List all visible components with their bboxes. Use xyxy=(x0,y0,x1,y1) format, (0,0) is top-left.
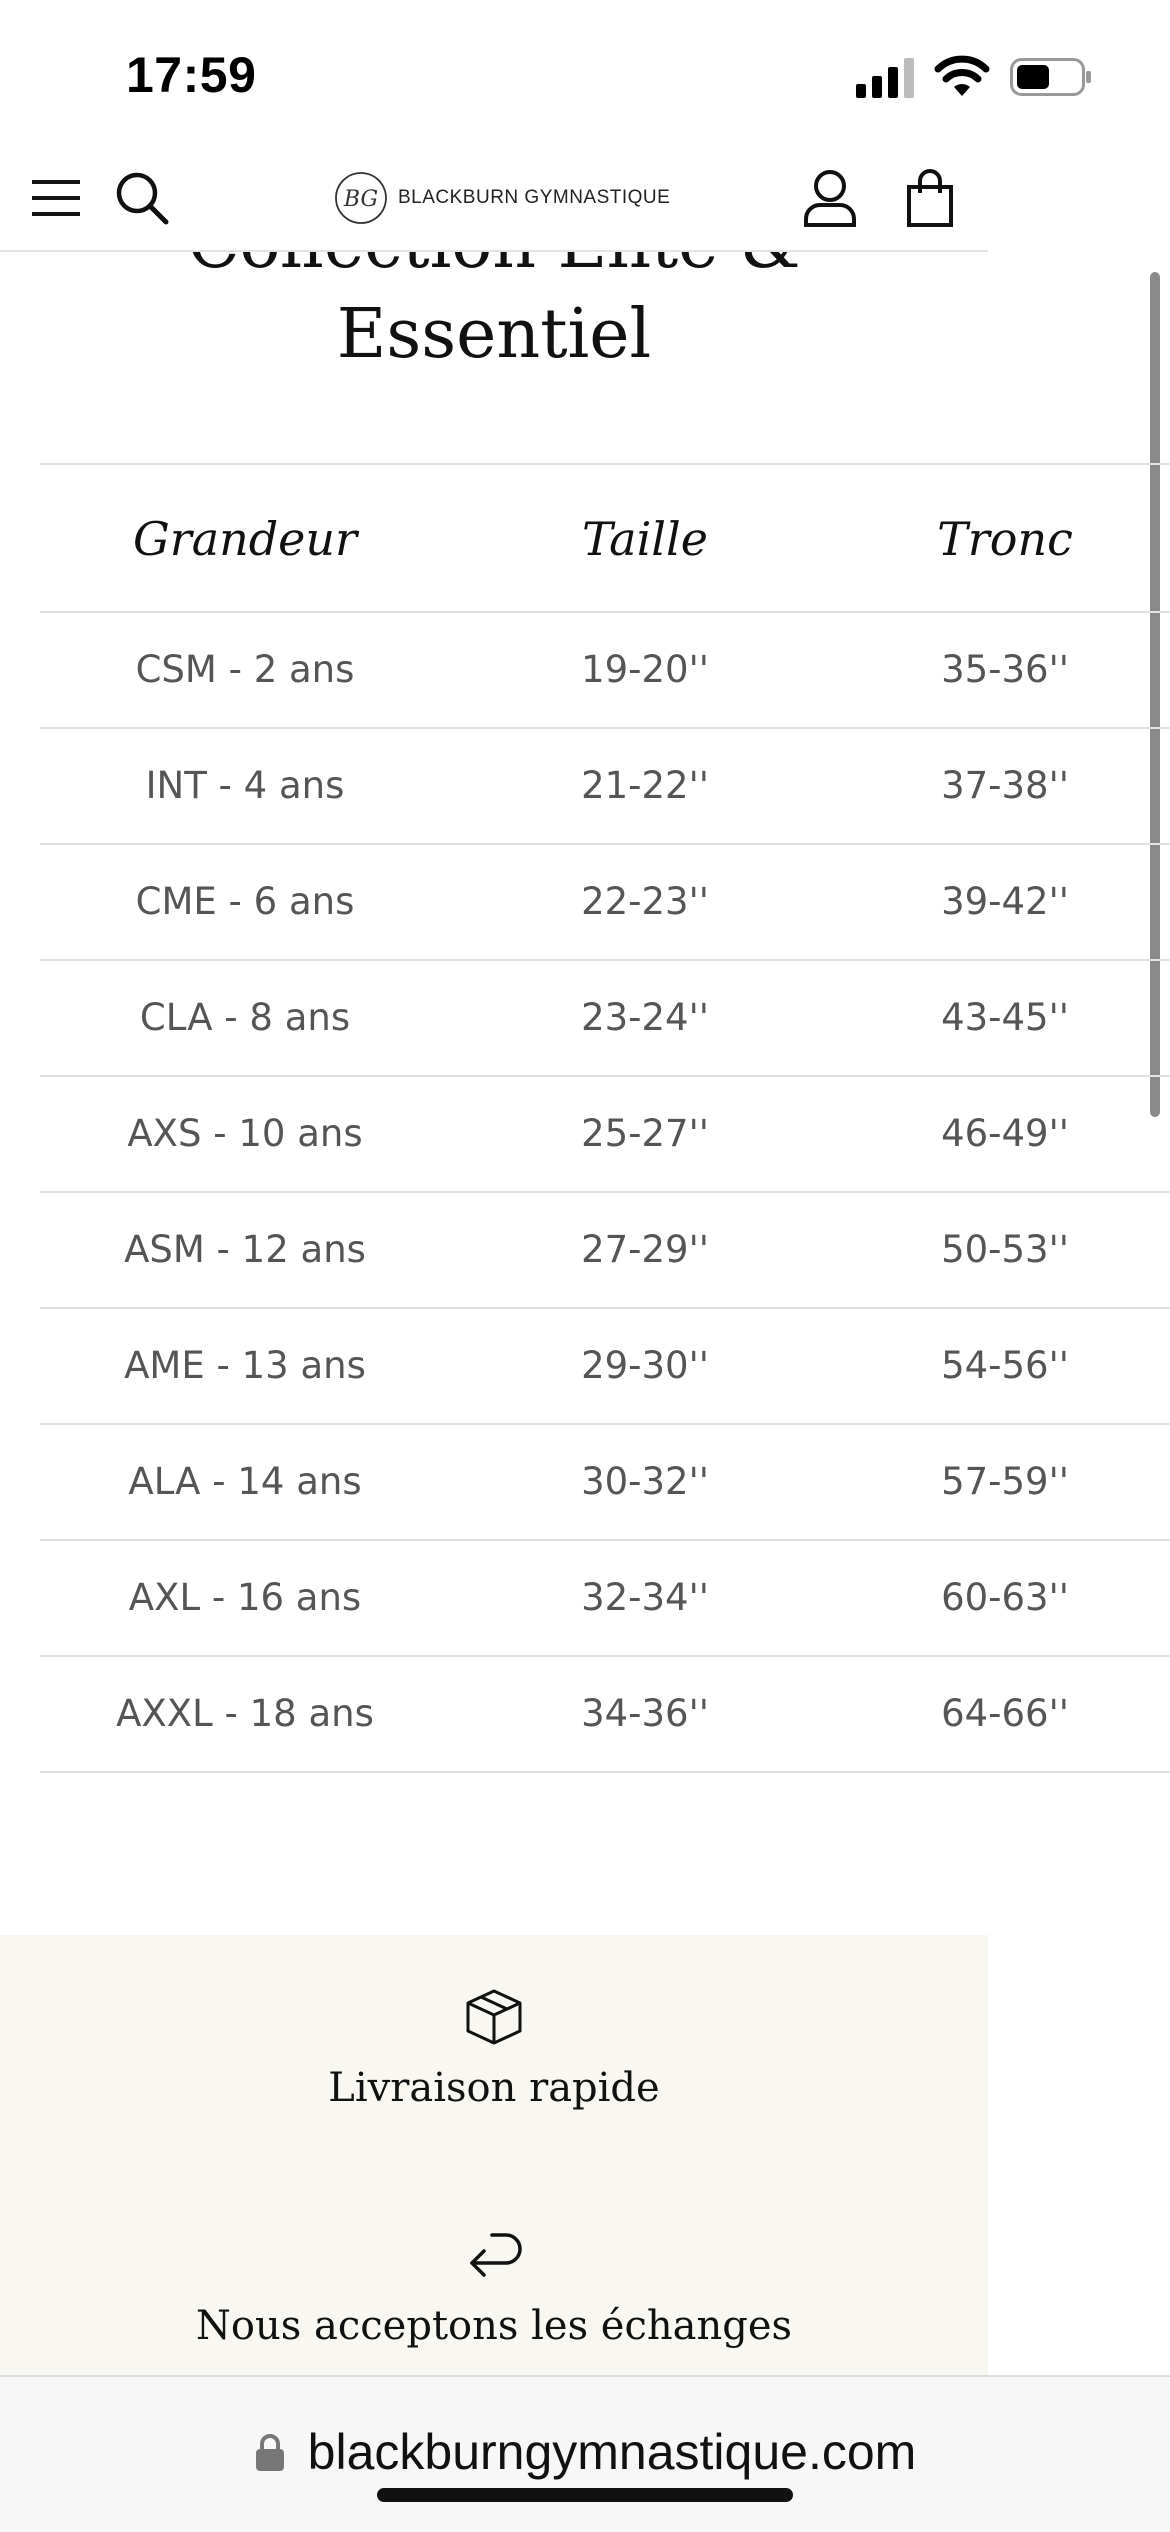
box-icon xyxy=(462,1985,526,2049)
cart-button[interactable] xyxy=(900,168,960,228)
svg-text:BG: BG xyxy=(343,187,379,212)
table-row xyxy=(40,1077,1170,1193)
table-row xyxy=(40,961,1170,1077)
site-logo[interactable] xyxy=(334,168,670,228)
cell-taille: 21-22'' xyxy=(581,764,709,807)
feature-fast-delivery xyxy=(0,1985,988,2111)
cell-grandeur: ASM - 12 ans xyxy=(124,1228,366,1271)
menu-button[interactable] xyxy=(26,168,86,228)
cell-tronc: 37-38'' xyxy=(941,764,1069,807)
table-body xyxy=(40,613,1170,1773)
cell-tronc: 64-66'' xyxy=(941,1692,1069,1735)
menu-icon xyxy=(30,178,82,218)
feature-label: Nous acceptons les échanges xyxy=(195,2303,793,2349)
table-row xyxy=(40,1425,1170,1541)
cell-tronc: 54-56'' xyxy=(941,1344,1069,1387)
cell-tronc: 39-42'' xyxy=(941,880,1069,923)
cell-taille: 30-32'' xyxy=(581,1460,709,1503)
cell-taille: 19-20'' xyxy=(581,648,709,691)
size-chart-table xyxy=(40,463,1170,1773)
status-bar xyxy=(0,0,1170,150)
cell-tronc: 60-63'' xyxy=(941,1576,1069,1619)
table-row xyxy=(40,613,1170,729)
features-panel xyxy=(0,1935,988,2375)
table-row xyxy=(40,1309,1170,1425)
browser-url-bar[interactable] xyxy=(0,2375,1170,2532)
cell-grandeur: AXXL - 18 ans xyxy=(116,1692,374,1735)
cell-grandeur: CLA - 8 ans xyxy=(139,996,351,1039)
cell-tronc: 35-36'' xyxy=(941,648,1069,691)
account-button[interactable] xyxy=(800,168,860,228)
account-icon xyxy=(803,169,857,227)
site-header xyxy=(0,150,988,252)
search-icon xyxy=(115,171,169,225)
cell-taille: 32-34'' xyxy=(581,1576,709,1619)
cell-grandeur: AXL - 16 ans xyxy=(128,1576,362,1619)
column-header-tronc: Tronc xyxy=(937,512,1073,566)
cell-taille: 22-23'' xyxy=(581,880,709,923)
feature-label: Livraison rapide xyxy=(328,2065,660,2111)
logo-mark-icon xyxy=(334,171,388,225)
cell-grandeur: ALA - 14 ans xyxy=(128,1460,362,1503)
page-title-line-2: Essentiel xyxy=(336,295,652,374)
column-header-taille: Taille xyxy=(582,512,708,566)
battery-icon xyxy=(1010,58,1092,96)
logo-text: BLACKBURN GYMNASTIQUE xyxy=(398,187,671,208)
table-row xyxy=(40,845,1170,961)
url-row[interactable] xyxy=(0,2417,1170,2487)
cell-taille: 29-30'' xyxy=(581,1344,709,1387)
url-text[interactable]: blackburngymnastique.com xyxy=(307,2424,917,2480)
cellular-signal-icon xyxy=(856,58,916,98)
home-indicator[interactable] xyxy=(377,2488,793,2502)
cell-taille: 25-27'' xyxy=(581,1112,709,1155)
wifi-icon xyxy=(934,54,990,98)
table-row xyxy=(40,729,1170,845)
search-button[interactable] xyxy=(112,168,172,228)
cell-tronc: 46-49'' xyxy=(941,1112,1069,1155)
cell-tronc: 57-59'' xyxy=(941,1460,1069,1503)
cell-grandeur: AXS - 10 ans xyxy=(127,1112,363,1155)
cell-grandeur: AME - 13 ans xyxy=(124,1344,366,1387)
cell-taille: 27-29'' xyxy=(581,1228,709,1271)
return-arrow-icon xyxy=(462,2223,526,2287)
cart-icon xyxy=(906,169,954,227)
cell-grandeur: INT - 4 ans xyxy=(145,764,345,807)
status-time: 17:59 xyxy=(126,47,257,103)
table-header-row xyxy=(40,463,1170,613)
feature-exchanges xyxy=(0,2223,988,2349)
cell-grandeur: CSM - 2 ans xyxy=(135,648,355,691)
cell-tronc: 50-53'' xyxy=(941,1228,1069,1271)
cell-taille: 34-36'' xyxy=(581,1692,709,1735)
cell-grandeur: CME - 6 ans xyxy=(135,880,355,923)
cell-tronc: 43-45'' xyxy=(941,996,1069,1039)
lock-icon xyxy=(254,2432,286,2472)
table-row xyxy=(40,1541,1170,1657)
cell-taille: 23-24'' xyxy=(581,996,709,1039)
column-header-grandeur: Grandeur xyxy=(132,512,358,566)
table-row xyxy=(40,1193,1170,1309)
table-row xyxy=(40,1657,1170,1773)
